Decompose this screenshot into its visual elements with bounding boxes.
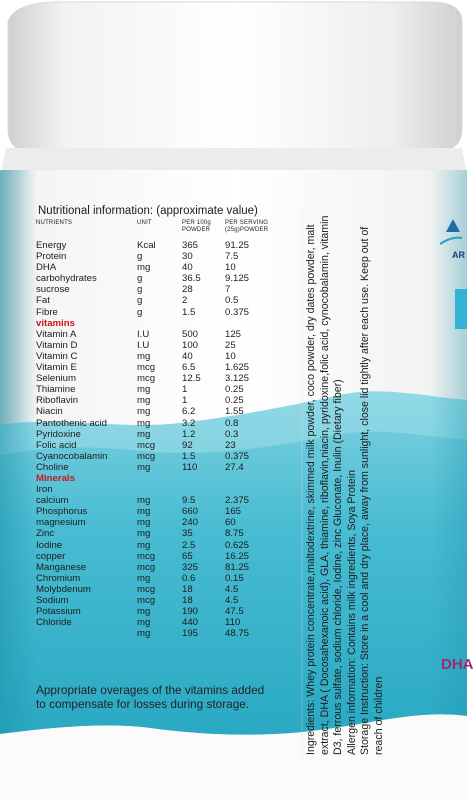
nutrient-serving: 1.55 — [225, 406, 244, 418]
nutrition-title: Nutritional information: (approximate value) — [38, 205, 258, 217]
header-serving-line2: (25g)POWDER — [225, 227, 269, 233]
nutrient-name: Vitamin A — [36, 328, 77, 340]
nutrient-per100: 3.2 — [182, 417, 196, 429]
nutrient-unit: I.U — [137, 339, 150, 351]
nutrition-row — [36, 628, 306, 639]
nutrient-unit: mg — [137, 406, 151, 418]
nutrient-name: Folic acid — [36, 439, 77, 451]
nutrition-table — [36, 240, 306, 639]
nutrition-header — [36, 220, 306, 240]
nutrient-serving: 0.8 — [225, 417, 239, 429]
nutrient-name: Vitamin C — [36, 350, 78, 362]
nutrient-serving — [225, 484, 285, 495]
nutrition-row — [36, 384, 306, 395]
nutrient-serving: 0.15 — [225, 572, 244, 584]
nutrient-unit: Kcal — [137, 240, 156, 251]
nutrient-serving: 60 — [225, 517, 236, 529]
nutrition-row — [36, 329, 306, 340]
nutrient-unit: g — [137, 273, 143, 285]
nutrient-unit: mg — [137, 628, 151, 640]
nutrient-name: Vitamin E — [36, 362, 77, 374]
nutrition-row — [36, 362, 306, 373]
nutrient-unit: mg — [137, 517, 151, 529]
nutrient-unit: g — [137, 251, 143, 263]
nutrition-panel — [36, 205, 306, 639]
nutrition-row — [36, 451, 306, 462]
nutrition-row — [36, 440, 306, 451]
category-label: Minerals — [36, 472, 75, 484]
nutrition-row — [36, 484, 306, 495]
nutrient-name: Zinc — [36, 528, 55, 540]
nutrition-row — [36, 573, 306, 584]
nutrition-row — [36, 551, 306, 562]
nutrient-serving: 3.125 — [225, 373, 250, 385]
nutrient-name: DHA — [36, 262, 57, 274]
nutrient-serving: 0.5 — [225, 295, 239, 307]
nutrient-name: Cyanocobalamin — [36, 450, 108, 462]
nutrient-per100: 1 — [182, 395, 188, 407]
nutrient-per100: 2.5 — [182, 539, 196, 551]
nutrition-row — [36, 262, 306, 273]
nutrient-serving: 1.625 — [225, 362, 250, 374]
nutrient-name: Chromium — [36, 572, 81, 584]
nutrient-serving: 25 — [225, 339, 236, 351]
storage-text: Storage Instruction: Store in a cool and dry place, away from sunlight, close lid tightly after each use. Keep out of reach of children — [359, 226, 385, 755]
nutrition-row — [36, 307, 306, 318]
brand-blue-block — [455, 289, 467, 329]
header-per100-line1: PER 100g — [182, 220, 211, 226]
nutrient-per100: 365 — [182, 240, 199, 251]
nutrient-per100: 6.5 — [182, 362, 196, 374]
nutrient-unit: mg — [137, 528, 151, 540]
nutrient-unit: g — [137, 306, 143, 318]
nutrient-serving: 16.25 — [225, 550, 250, 562]
nutrient-unit: mcg — [137, 595, 156, 606]
header-unit: UNIT — [137, 220, 152, 226]
nutrient-per100: 100 — [182, 339, 199, 351]
nutrient-name: Selenium — [36, 373, 76, 385]
nutrient-per100: 30 — [182, 251, 193, 263]
nutrient-name: Iron — [36, 484, 53, 496]
nutrient-per100: 1.5 — [182, 450, 196, 462]
nutrient-per100: 40 — [182, 350, 193, 362]
nutrient-per100 — [182, 484, 225, 495]
nutrient-per100: 12.5 — [182, 373, 201, 385]
nutrition-category — [36, 473, 306, 484]
nutrient-per100: 18 — [182, 583, 193, 595]
nutrient-serving: 4.5 — [225, 583, 239, 595]
header-nutrients: NUTRIENTS — [36, 220, 73, 226]
nutrition-row — [36, 495, 306, 506]
nutrient-per100: 35 — [182, 528, 193, 540]
nutrition-row — [36, 606, 306, 617]
nutrient-serving: 91.25 — [225, 240, 250, 251]
nutrient-name: Pyridoxine — [36, 428, 81, 440]
nutrient-name: Phosphorus — [36, 506, 88, 518]
ingredients-panel — [305, 215, 387, 755]
nutrient-serving: 4.5 — [225, 595, 239, 606]
nutrient-unit: I.U — [137, 328, 150, 340]
nutrient-serving: 47.5 — [225, 606, 244, 618]
nutrient-unit: mcg — [137, 561, 156, 573]
nutrient-serving: 10 — [225, 350, 236, 362]
nutrient-serving: 0.375 — [225, 306, 250, 318]
nutrition-row — [36, 284, 306, 295]
nutrient-per100: 325 — [182, 561, 199, 573]
nutrient-serving: 23 — [225, 439, 236, 451]
header-per100 — [182, 220, 225, 240]
brand-fragment-top: AR — [452, 250, 465, 260]
nutrient-name: carbohydrates — [36, 273, 97, 285]
nutrition-row — [36, 528, 306, 539]
nutrition-row — [36, 273, 306, 284]
nutrient-unit: mg — [137, 539, 151, 551]
nutrient-unit: mg — [137, 461, 151, 473]
nutrient-unit: mg — [137, 617, 151, 629]
nutrient-name: Potassium — [36, 606, 81, 618]
nutrient-unit: mcg — [137, 362, 156, 374]
nutrient-per100: 1.5 — [182, 306, 196, 318]
nutrient-serving: 10 — [225, 262, 236, 274]
nutrient-name: Pantothenic acid — [36, 417, 107, 429]
nutrient-serving: 48.75 — [225, 628, 250, 640]
nutrient-per100: 660 — [182, 506, 199, 518]
nutrient-name: Manganese — [36, 561, 87, 573]
nutrition-row — [36, 584, 306, 595]
nutrient-unit: mg — [137, 572, 151, 584]
nutrient-unit: mcg — [137, 439, 156, 451]
nutrient-unit: mcg — [137, 583, 156, 595]
nutrient-unit: mg — [137, 350, 151, 362]
nutrient-name: copper — [36, 550, 66, 562]
nutrient-per100: 9.5 — [182, 495, 196, 507]
nutrient-unit: mg — [137, 428, 151, 440]
nutrient-name: Riboflavin — [36, 395, 79, 407]
jar-lid — [8, 2, 462, 150]
nutrient-unit: mg — [137, 506, 151, 518]
nutrient-serving: 165 — [225, 506, 242, 518]
category-label: vitamins — [36, 317, 75, 329]
nutrient-per100: 500 — [182, 328, 199, 340]
nutrient-serving: 0.25 — [225, 384, 244, 396]
nutrient-unit: g — [137, 295, 143, 307]
nutrition-row — [36, 351, 306, 362]
nutrient-unit: mg — [137, 384, 151, 396]
nutrition-row — [36, 617, 306, 628]
nutrient-name: Chloride — [36, 617, 72, 629]
header-per100-line2: POWDER — [182, 227, 211, 233]
nutrient-name: Thiamine — [36, 384, 76, 396]
nutrition-row — [36, 562, 306, 573]
nutrient-name: Molybdenum — [36, 583, 91, 595]
nutrition-row — [36, 429, 306, 440]
nutrient-unit: mcg — [137, 373, 156, 385]
nutrient-serving: 8.75 — [225, 528, 244, 540]
nutrient-name: calcium — [36, 495, 69, 507]
nutrition-row — [36, 418, 306, 429]
nutrition-row — [36, 462, 306, 473]
allergen-text: Allergen information: Contains milk ingredients, Soya Protein — [345, 470, 358, 755]
nutrient-per100: 2 — [182, 295, 188, 307]
nutrient-name: Protein — [36, 251, 67, 263]
nutrient-per100: 1.2 — [182, 428, 196, 440]
nutrition-row — [36, 395, 306, 406]
nutrient-unit: mg — [137, 417, 151, 429]
nutrient-name: sucrose — [36, 284, 70, 296]
nutrient-per100: 65 — [182, 550, 193, 562]
nutrient-per100: 36.5 — [182, 273, 201, 285]
nutrient-per100: 190 — [182, 606, 199, 618]
nutrition-row — [36, 595, 306, 606]
nutrient-name: Niacin — [36, 406, 63, 418]
ingredients-text: Ingredients: Whey protein concentrate,maltodextrine, skimmed milk powder, coco powder, dry dates powder, malt extract, DHA ( Docosahexanoic acid), GLA, thiamine, riboflavin,niacin, pyridoxine,folic acid, cynocobalamin, vitamin D3, ferrous sulfate, sodium chloride, Iodine, zinc Gluconate, Inulin (Dietary fiber) — [305, 215, 345, 755]
nutrient-per100: 40 — [182, 262, 193, 274]
nutrition-row — [36, 506, 306, 517]
nutrient-serving: 2.375 — [225, 495, 250, 507]
nutrient-serving: 9.125 — [225, 273, 250, 285]
header-serving — [225, 220, 285, 240]
nutrient-per100: 18 — [182, 595, 193, 606]
nutrient-serving: 125 — [225, 328, 242, 340]
nutrient-name: Energy — [36, 240, 67, 251]
nutrient-serving: 7 — [225, 284, 231, 296]
nutrition-row — [36, 540, 306, 551]
nutrition-row — [36, 340, 306, 351]
nutrient-per100: 28 — [182, 284, 193, 296]
nutrient-per100: 195 — [182, 628, 199, 640]
nutrient-serving: 0.375 — [225, 450, 250, 462]
nutrient-per100: 0.6 — [182, 572, 196, 584]
nutrient-serving: 7.5 — [225, 251, 239, 263]
nutrient-name: Fibre — [36, 306, 58, 318]
nutrient-unit: mcg — [137, 550, 156, 562]
nutrient-per100: 92 — [182, 439, 193, 451]
nutrition-row — [36, 251, 306, 262]
nutrient-per100: 1 — [182, 384, 188, 396]
nutrient-per100: 6.2 — [182, 406, 196, 418]
overage-note: Appropriate overages of the vitamins added to compensate for losses during storage. — [36, 683, 265, 711]
nutrition-row — [36, 240, 306, 251]
nutrient-serving: 0.25 — [225, 395, 244, 407]
nutrient-unit: mcg — [137, 450, 156, 462]
nutrient-serving: 27.4 — [225, 461, 244, 473]
nutrient-serving: 81.25 — [225, 561, 250, 573]
nutrient-per100: 110 — [182, 461, 198, 473]
nutrition-category — [36, 318, 306, 329]
nutrient-name: Fat — [36, 295, 50, 307]
nutrient-per100: 440 — [182, 617, 199, 629]
nutrient-per100: 240 — [182, 517, 199, 529]
nutrition-row — [36, 295, 306, 306]
nutrient-name: Sodium — [36, 595, 69, 606]
nutrient-name: Vitamin D — [36, 339, 78, 351]
nutrient-unit: g — [137, 284, 143, 296]
brand-fragment-bottom: DHA — [441, 656, 474, 673]
nutrient-name: Choline — [36, 461, 69, 473]
nutrient-unit: mg — [137, 262, 151, 274]
nutrient-serving: 110 — [225, 617, 241, 629]
nutrient-unit: mg — [137, 395, 151, 407]
nutrient-unit: mg — [137, 495, 151, 507]
nutrient-unit — [137, 484, 182, 495]
header-serving-line1: PER SERVING — [225, 220, 269, 226]
nutrition-row — [36, 517, 306, 528]
nutrition-row — [36, 406, 306, 417]
nutrient-serving: 0.3 — [225, 428, 239, 440]
nutrition-row — [36, 373, 306, 384]
nutrient-unit: mg — [137, 606, 151, 618]
nutrient-name: magnesium — [36, 517, 86, 529]
nutrient-name: Iodine — [36, 539, 63, 551]
nutrient-serving: 0.625 — [225, 539, 250, 551]
nutrient-name — [36, 628, 137, 639]
